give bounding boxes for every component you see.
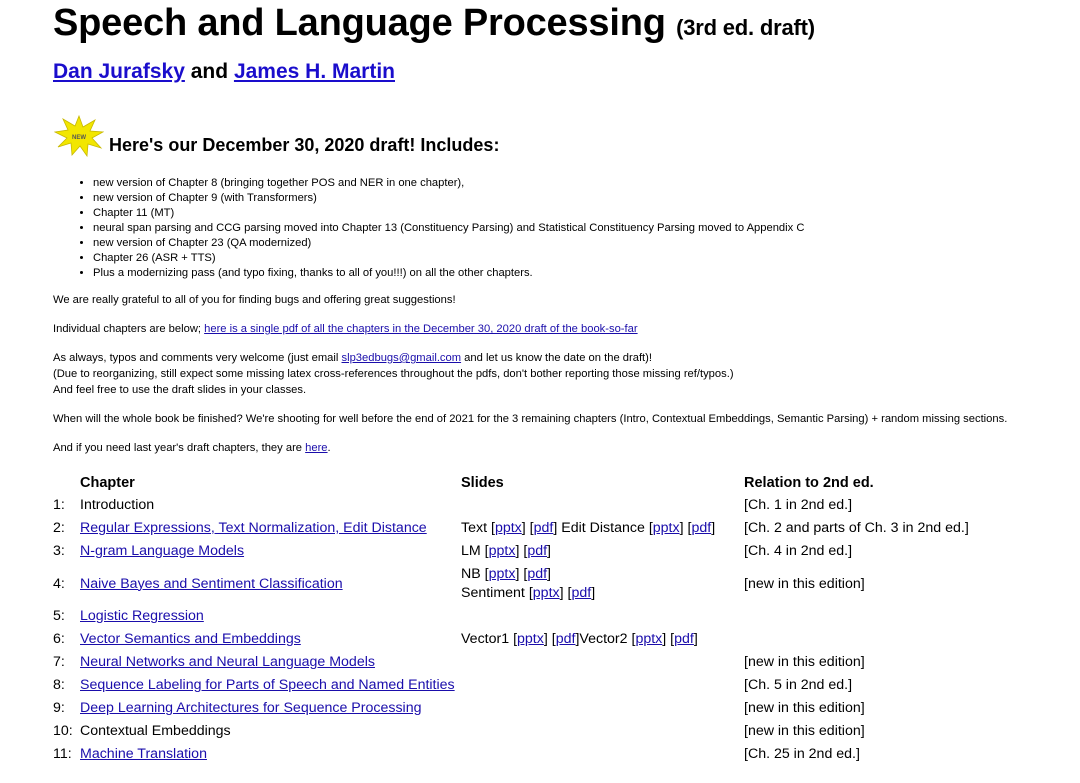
relation-cell: [Ch. 5 in 2nd ed.] bbox=[744, 677, 853, 693]
table-row bbox=[53, 494, 969, 517]
table-row bbox=[53, 517, 969, 540]
chapter-link[interactable]: Vector Semantics and Embeddings bbox=[80, 631, 301, 647]
chapter-number: 5: bbox=[53, 608, 65, 624]
chapter-number: 3: bbox=[53, 543, 65, 559]
finish-date-text: When will the whole book be finished? We're shooting for well before the end of 2021 for the 3 remaining chapters (Intro, Contextual Embeddings, Semantic Parsing) + random missing sections. bbox=[53, 413, 1008, 425]
slides-cell bbox=[461, 605, 744, 628]
table-row bbox=[53, 697, 969, 720]
pdf-link[interactable]: pdf bbox=[527, 566, 548, 582]
individual-chapters-text bbox=[53, 321, 638, 337]
slides-cell: LM [pptx] [pdf] bbox=[461, 543, 551, 559]
last-year-link[interactable]: here bbox=[305, 442, 328, 454]
slides-cell: Text [pptx] [pdf] Edit Distance [pptx] [pdf] bbox=[461, 520, 716, 536]
relation-cell: [Ch. 4 in 2nd ed.] bbox=[744, 543, 853, 559]
chapter-title: Contextual Embeddings bbox=[80, 723, 231, 739]
list-item: • neural span parsing and CCG parsing moved into Chapter 13 (Constituency Parsing) and Statistical Constituency Parsing moved to Appendix C bbox=[93, 221, 1080, 236]
table-row bbox=[53, 674, 969, 697]
last-year-text bbox=[53, 440, 331, 456]
author-link-jurafsky[interactable]: Dan Jurafsky bbox=[53, 60, 185, 83]
list-item: • Chapter 26 (ASR + TTS) bbox=[93, 251, 1080, 266]
slides-cell bbox=[461, 743, 744, 766]
table-row bbox=[53, 563, 969, 605]
chapters-table bbox=[53, 471, 969, 766]
slides-cell: Vector1 [pptx] [pdf]Vector2 [pptx] [pdf] bbox=[461, 631, 698, 647]
edition-label: (3rd ed. draft) bbox=[676, 15, 815, 40]
pptx-link[interactable]: pptx bbox=[488, 566, 516, 582]
table-row bbox=[53, 743, 969, 766]
pptx-link[interactable]: pptx bbox=[652, 520, 680, 536]
chapter-link[interactable]: Regular Expressions, Text Normalization, Edit Distance bbox=[80, 520, 427, 536]
slides-cell: NB [pptx] [pdf] Sentiment [pptx] [pdf] bbox=[461, 566, 596, 601]
authors-and: and bbox=[190, 60, 229, 83]
grateful-text: We are really grateful to all of you for finding bugs and offering great suggestions! bbox=[53, 294, 456, 306]
relation-cell: [Ch. 2 and parts of Ch. 3 in 2nd ed.] bbox=[744, 520, 969, 536]
chapter-number: 2: bbox=[53, 520, 65, 536]
slide-label: LM bbox=[461, 543, 481, 559]
authors bbox=[53, 60, 395, 84]
page-title bbox=[53, 2, 815, 45]
chapter-link[interactable]: Machine Translation bbox=[80, 746, 207, 762]
chapter-number: 6: bbox=[53, 631, 65, 647]
table-header-row bbox=[53, 471, 969, 494]
bugs-email-link[interactable]: slp3edbugs@gmail.com bbox=[341, 352, 462, 364]
pdf-link[interactable]: pdf bbox=[555, 631, 576, 647]
chapter-link[interactable]: Sequence Labeling for Parts of Speech and Named Entities bbox=[80, 677, 455, 693]
chapter-number: 7: bbox=[53, 654, 65, 670]
slides-cell bbox=[461, 494, 744, 517]
chapter-number: 11: bbox=[53, 746, 72, 762]
slide-label: Text bbox=[461, 520, 488, 536]
badge-text: NEW bbox=[72, 135, 86, 141]
table-row bbox=[53, 605, 969, 628]
slides-cell bbox=[461, 674, 744, 697]
pdf-link[interactable]: pdf bbox=[571, 585, 592, 601]
slides-header: Slides bbox=[461, 474, 504, 491]
list-item: • new version of Chapter 8 (bringing together POS and NER in one chapter), bbox=[93, 176, 1080, 191]
last-year-suffix: . bbox=[327, 442, 331, 454]
slide-label: Edit Distance bbox=[561, 520, 645, 536]
list-item: • new version of Chapter 23 (QA modernized) bbox=[93, 236, 1080, 251]
chapter-number: 9: bbox=[53, 700, 65, 716]
relation-cell: [new in this edition] bbox=[744, 654, 865, 670]
list-item: • Chapter 11 (MT) bbox=[93, 206, 1080, 221]
chapter-number: 8: bbox=[53, 677, 65, 693]
pdf-link[interactable]: pdf bbox=[691, 520, 712, 536]
relation-cell bbox=[744, 628, 969, 651]
relation-cell: [new in this edition] bbox=[744, 575, 865, 592]
list-item: • new version of Chapter 9 (with Transformers) bbox=[93, 191, 1080, 206]
full-pdf-link[interactable]: here is a single pdf of all the chapters in the December 30, 2020 draft of the book-so-far bbox=[204, 323, 638, 335]
table-row bbox=[53, 720, 969, 743]
relation-header: Relation to 2nd ed. bbox=[744, 474, 874, 491]
chapter-number: 10: bbox=[53, 723, 73, 739]
table-row bbox=[53, 628, 969, 651]
pdf-link[interactable]: pdf bbox=[527, 543, 548, 559]
table-row bbox=[53, 651, 969, 674]
last-year-prefix: And if you need last year's draft chapters, they are bbox=[53, 442, 306, 454]
relation-cell: [new in this edition] bbox=[744, 700, 865, 716]
typos-text bbox=[53, 350, 734, 398]
slides-cell bbox=[461, 651, 744, 674]
typos-prefix: As always, typos and comments very welcome (just email bbox=[53, 352, 342, 364]
individual-prefix: Individual chapters are below; bbox=[53, 323, 205, 335]
slides-cell bbox=[461, 697, 744, 720]
relation-cell: [Ch. 25 in 2nd ed.] bbox=[744, 746, 860, 762]
chapter-link[interactable]: Neural Networks and Neural Language Models bbox=[80, 654, 375, 670]
pdf-link[interactable]: pdf bbox=[674, 631, 694, 647]
relation-cell: [new in this edition] bbox=[744, 723, 865, 739]
pptx-link[interactable]: pptx bbox=[517, 631, 544, 647]
chapter-link[interactable]: Naive Bayes and Sentiment Classification bbox=[80, 575, 343, 592]
typos-suffix: and let us know the date on the draft)! bbox=[461, 352, 652, 364]
chapter-link[interactable]: Logistic Regression bbox=[80, 608, 204, 624]
author-link-martin[interactable]: James H. Martin bbox=[233, 60, 395, 83]
reorg-note: (Due to reorganizing, still expect some missing latex cross-references throughout the pdfs, don't bother reporting those missing ref/typos.) bbox=[53, 368, 734, 380]
title-text: Speech and Language Processing bbox=[53, 2, 666, 44]
slides-cell bbox=[461, 720, 744, 743]
pptx-link[interactable]: pptx bbox=[532, 585, 560, 601]
new-star-icon bbox=[54, 115, 104, 157]
pdf-link[interactable]: pdf bbox=[533, 520, 554, 536]
pptx-link[interactable]: pptx bbox=[488, 543, 516, 559]
chapter-number: 1: bbox=[53, 497, 65, 513]
slides-note: And feel free to use the draft slides in your classes. bbox=[53, 384, 307, 396]
table-row bbox=[53, 540, 969, 563]
chapter-link[interactable]: Deep Learning Architectures for Sequence Processing bbox=[80, 700, 422, 716]
chapter-title: Introduction bbox=[80, 497, 155, 513]
draft-heading: Here's our December 30, 2020 draft! Includes: bbox=[109, 135, 500, 155]
pptx-link[interactable]: pptx bbox=[635, 631, 663, 647]
slide-label: Vector2 bbox=[579, 631, 628, 647]
chapter-link[interactable]: N-gram Language Models bbox=[80, 543, 245, 559]
relation-cell bbox=[744, 605, 969, 628]
chapter-header: Chapter bbox=[80, 474, 135, 491]
list-item: • Plus a modernizing pass (and typo fixing, thanks to all of you!!!) on all the other chapters. bbox=[93, 266, 1080, 281]
pptx-link[interactable]: pptx bbox=[494, 520, 522, 536]
slide-label: Vector1 bbox=[461, 631, 510, 647]
chapter-number: 4: bbox=[53, 575, 65, 592]
relation-cell: [Ch. 1 in 2nd ed.] bbox=[744, 497, 853, 513]
includes-list bbox=[55, 176, 1080, 281]
slide-label: NB bbox=[461, 566, 481, 582]
slide-label: Sentiment bbox=[461, 585, 525, 601]
